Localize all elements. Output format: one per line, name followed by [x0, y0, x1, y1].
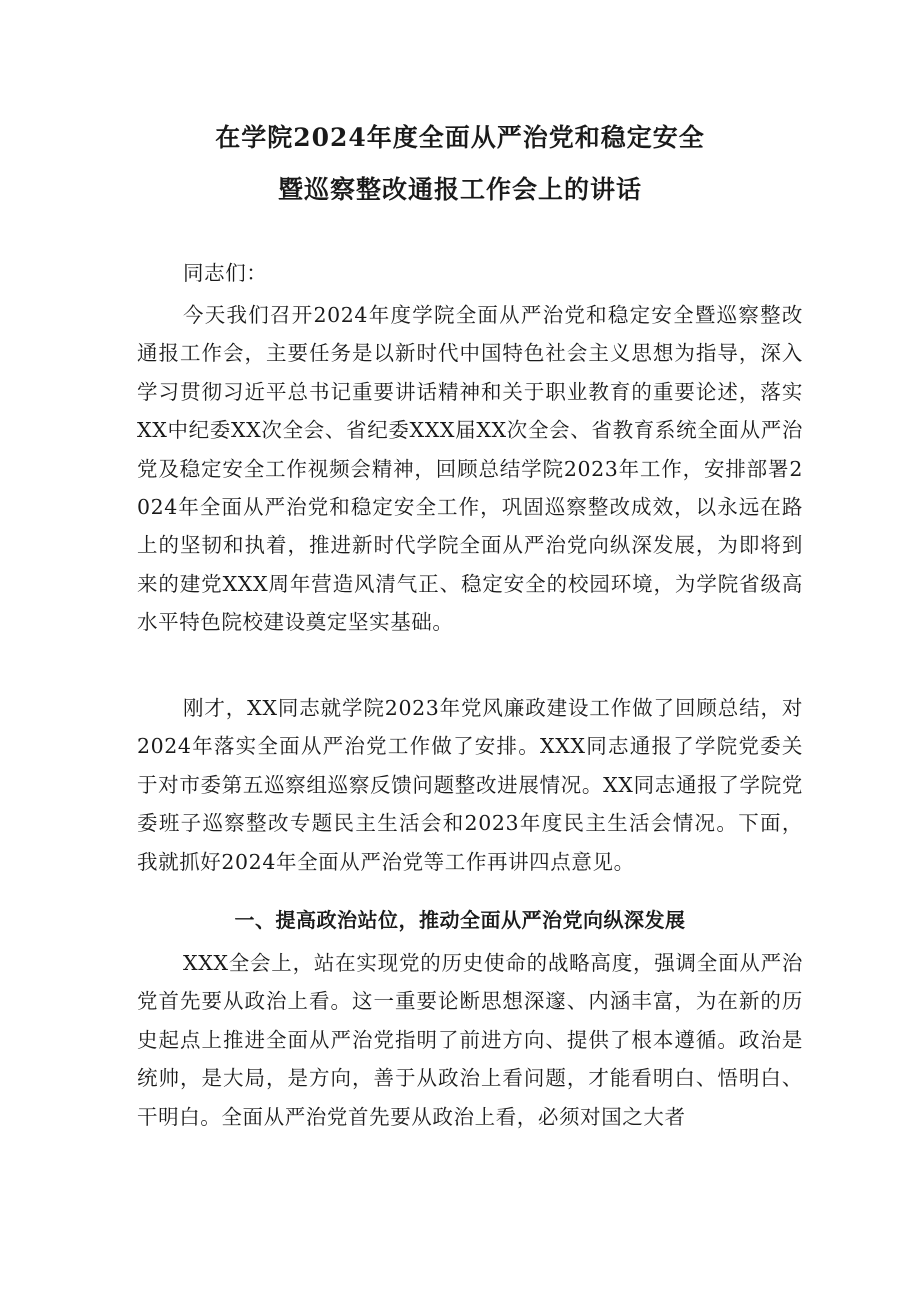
paragraph-1: 今天我们召开2024年度学院全面从严治党和稳定安全暨巡察整改通报工作会，主要任务是以新时代中国特色社会主义思想为指导，深入学习贯彻习近平总书记重要讲话精神和关于职业教育的重要论述，落实XX中纪委XX次全会、省纪委XXX届XX次全会、省教育系统全面从严治党及稳定安全工作视频会精神，回顾总结学院2023年工作，安排部署2024年全面从严治党和稳定安全工作，巩固巡察整改成效，以永远在路上的坚韧和执着，推进新时代学院全面从严治党向纵深发展，为即将到来的建党XXX周年营造风清气正、稳定安全的校园环境，为学院省级高水平特色院校建设奠定坚实基础。 — [137, 303, 803, 635]
paragraph-2: 刚才，XX同志就学院2023年党风廉政建设工作做了回顾总结，对2024年落实全面从严治党工作做了安排。XXX同志通报了学院党委关于对市委第五巡察组巡察反馈问题整改进展情况。XX同志通报了学院党委班子巡察整改专题民主生活会和2023年度民主生活会情况。下面，我就抓好2024年全面从严治党等工作再讲四点意见。 — [137, 696, 803, 874]
document-title-line-2: 暨巡察整改通报工作会上的讲话 — [277, 175, 642, 204]
section-heading-1: 一、提高政治站位，推动全面从严治党向纵深发展 — [234, 908, 686, 932]
paragraph-3: XXX全会上，站在实现党的历史使命的战略高度，强调全面从严治党首先要从政治上看。这一重要论断思想深邃、内涵丰富，为在新的历史起点上推进全面从严治党指明了前进方向、提供了根本遵循。政治是统帅，是大局，是方向，善于从政治上看问题，才能看明白、悟明白、干明白。全面从严治党首先要从政治上看，必须对国之大者 — [137, 951, 803, 1129]
document-title-line-1: 在学院2024年度全面从严治党和稳定安全 — [215, 123, 705, 152]
salutation: 同志们： — [183, 261, 268, 285]
